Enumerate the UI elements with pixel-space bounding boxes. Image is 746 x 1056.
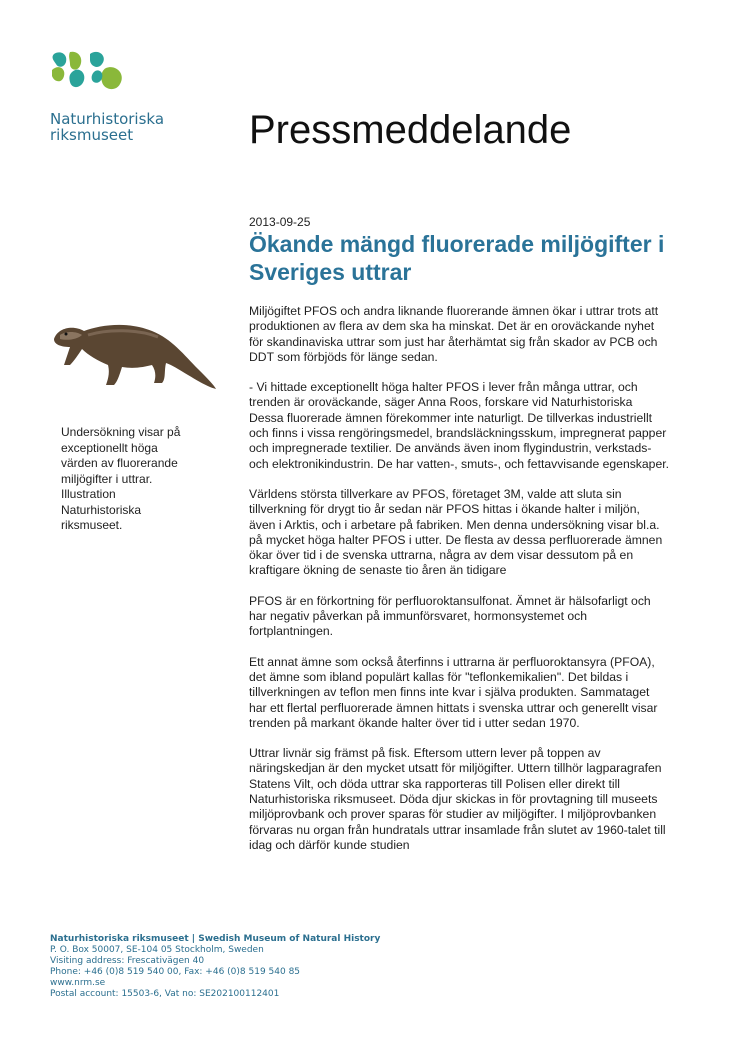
org-name <box>50 111 164 143</box>
article-paragraph: - Vi hittade exceptionellt höga halter PFOS i lever från många uttrar, och trenden är oroväckande, säger Anna Roos, forskare vid Naturhistoriska Dessa fluorerade ämnen förekommer inte naturligt. De tillverkas industriellt och finns i vissa rengöringsmedel, brandsläckningsskum, impregnerat papper och impregnerade textilier. De används även inom flygindustrin, verkstads- och elektronikindustrin. De har vatten-, smuts-, och fettavvisande egenskaper. <box>249 380 670 471</box>
footer-org: Naturhistoriska riksmuseet | Swedish Museum of Natural History <box>50 934 381 944</box>
footer-visiting-address: Visiting address: Frescativägen 40 <box>50 956 205 966</box>
article-paragraph: PFOS är en förkortning för perfluoroktansulfonat. Ämnet är hälsofarligt och har negativ påverkan på immunförsvaret, hormonsystemet och fortplantningen. <box>249 593 651 639</box>
article-paragraph: Världens största tillverkare av PFOS, företaget 3M, valde att sluta sin tillverkning för drygt tio år sedan när PFOS hittas i ökande halter i miljön, även i Arktis, och i arbetare på fabriken. Men denna undersökning visar bl.a. på mycket höga halter PFOS i utter. De flesta av dessa perfluorerade ämnen ökar över tid i de svenska uttrarna, några av dem visar dessutom på en kraftigare ökning de senaste tio åren än tidigare <box>249 486 663 578</box>
org-name-line2: riksmuseet <box>50 126 134 144</box>
footer-website[interactable]: www.nrm.se <box>50 978 106 988</box>
article-paragraph: Ett annat ämne som också återfinns i uttrarna är perfluoroktansyra (PFOA), det ämne som ibland populärt kallas för "teflonkemikalien". Det bildas i tillverkningen av teflon men finns inte kvar i själva produkten. Sammataget har ett flertal perfluorerade ämnen hittats i svenska uttrar och generellt visar trenden på markant ökande halter över tid i utter sedan 1970. <box>249 654 658 730</box>
page-title: Pressmeddelande <box>249 108 572 152</box>
article-paragraph: Miljögiftet PFOS och andra liknande fluorerande ämnen ökar i uttrar trots att produktionen av flera av dem ska ha minskat. Det är en oroväckande nyhet för skandinaviska uttrar som just har återhämtat sig från skador av PCB och DDT som förbjöds för länge sedan. <box>249 304 659 364</box>
footer-postal: Postal account: 15503-6, Vat no: SE202100112401 <box>50 989 280 999</box>
article-body <box>249 304 669 868</box>
museum-logo-icon <box>50 50 130 92</box>
article-paragraph: Uttrar livnär sig främst på fisk. Eftersom uttern lever på toppen av näringskedjan är den mycket utsatt för miljögifter. Uttern tillhör lagparagrafen Statens Vilt, och döda uttrar ska rapporteras till Polisen eller direkt till Naturhistoriska riksmuseet. Döda djur skickas in för provtagning till museets miljöprovbank och prover sparas för studier av miljögifter. I miljöprovbanken förvaras nu organ från hundratals uttrar insamlade från slutet av 1960-talet till idag och därför kunde studien <box>249 746 666 852</box>
footer <box>50 934 380 1000</box>
footer-address: P. O. Box 50007, SE-104 05 Stockholm, Sweden <box>50 945 264 955</box>
article-date: 2013-09-25 <box>249 215 311 229</box>
article-headline: Ökande mängd fluorerade miljögifter i Sveriges uttrar <box>249 231 665 285</box>
otter-illustration <box>48 305 218 395</box>
image-caption: Undersökning visar på exceptionellt höga värden av fluorerande miljögifter i uttrar. Illustration Naturhistoriska riksmuseet. <box>61 425 181 532</box>
org-name-line1: Naturhistoriska <box>50 110 165 128</box>
footer-phone: Phone: +46 (0)8 519 540 00, Fax: +46 (0)8 519 540 85 <box>50 967 301 977</box>
